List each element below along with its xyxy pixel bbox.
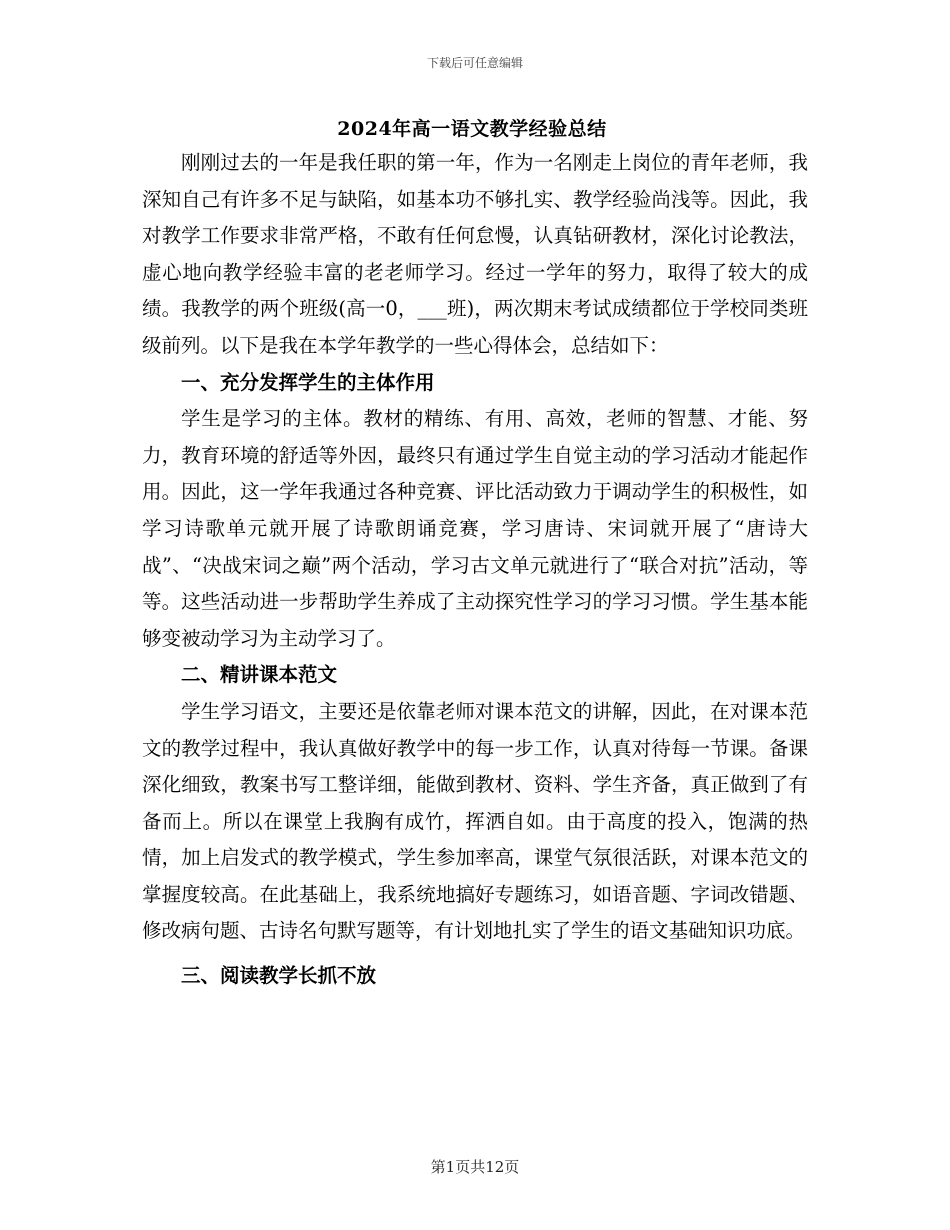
header-note: 下载后可任意编辑 bbox=[426, 56, 523, 70]
section-heading-1: 一、充分发挥学生的主体作用 bbox=[181, 370, 435, 394]
paragraph-section-2: 学生学习语文，主要还是依靠老师对课本范文的讲解，因此，在对课本范文的教学过程中，我认真做好教学中的每一步工作，认真对待每一节课。备课深化细致，教案书写工整详细，能做到教材、资料、学生齐备，真正做到了有备而上。所以在课堂上我胸有成竹，挥洒自如。由于高度的投入，饱满的热情，加上启发式的教学模式，学生参加率高，课堂气氛很活跃，对课本范文的掌握度较高。在此基础上，我系统地搞好专题练习，如语音题、字词改错题、修改病句题、古诗名句默写题等，有计划地扎实了学生的语文基础知识功底。 bbox=[142, 699, 808, 943]
document-title: 2024年高一语文教学经验总结 bbox=[337, 118, 607, 140]
paragraph-section-1: 学生是学习的主体。教材的精练、有用、高效，老师的智慧、才能、努力，教育环境的舒适等外因，最终只有通过学生自觉主动的学习活动才能起作用。因此，这一学年我通过各种竞赛、评比活动致力于调动学生的积极性，如学习诗歌单元就开展了诗歌朗诵竞赛，学习唐诗、宋词就开展了“唐诗大战”、“决战宋词之巅”两个活动，学习古文单元就进行了“联合对抗”活动，等等。这些活动进一步帮助学生养成了主动探究性学习的学习习惯。学生基本能够变被动学习为主动学习了。 bbox=[142, 407, 808, 650]
page-number-footer: 第1页共12页 bbox=[430, 1158, 520, 1176]
section-heading-3: 三、阅读教学长抓不放 bbox=[181, 964, 377, 988]
document-body bbox=[142, 145, 808, 995]
section-heading-2: 二、精讲课本范文 bbox=[181, 663, 338, 687]
paragraph-intro: 刚刚过去的一年是我任职的第一年，作为一名刚走上岗位的青年老师，我深知自己有许多不足与缺陷，如基本功不够扎实、教学经验尚浅等。因此，我对教学工作要求非常严格，不敢有任何怠慢，认真钻研教材，深化讨论教法，虚心地向教学经验丰富的老老师学习。经过一学年的努力，取得了较大的成绩。我教学的两个班级(高一0，___班)，两次期末考试成绩都位于学校同类班级前列。以下是我在本学年教学的一些心得体会，总结如下： bbox=[142, 151, 808, 357]
